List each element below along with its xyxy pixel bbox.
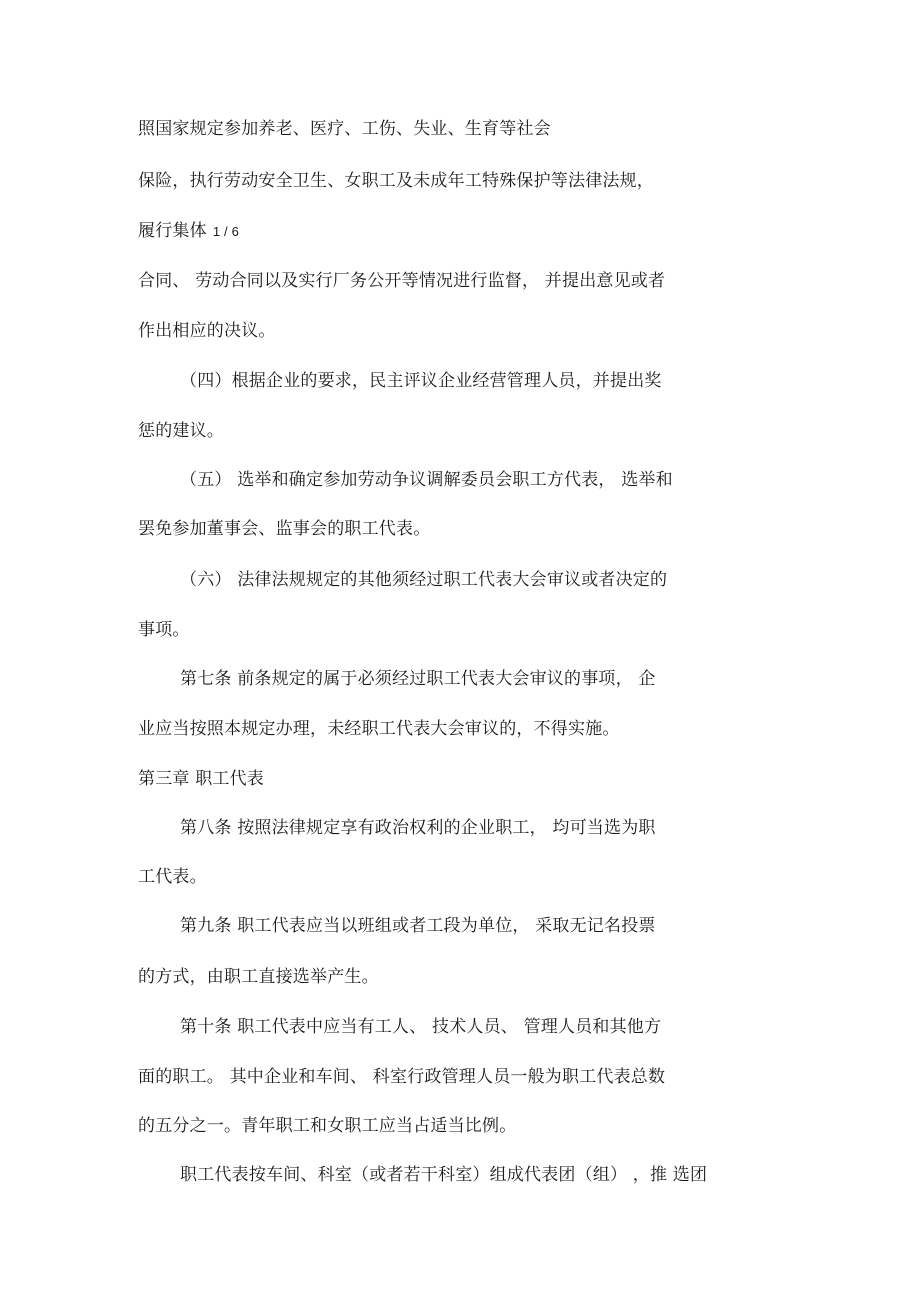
- paragraph-start: 职工代表按车间、科室（或者若干科室）组成代表团（组） ，推 选团: [180, 1165, 708, 1185]
- text-line: 保险，执行劳动安全卫生、女职工及未成年工特殊保护等法律法规，: [138, 171, 654, 191]
- paragraph-start: （四）根据企业的要求，民主评议企业经营管理人员，并提出奖: [180, 371, 662, 391]
- article-7-start: 第七条 前条规定的属于必须经过职工代表大会审议的事项， 企: [180, 669, 656, 689]
- text-line: 惩的建议。: [138, 421, 224, 441]
- text-line: 工代表。: [138, 867, 207, 887]
- text-line: 的方式，由职工直接选举产生。: [138, 967, 379, 987]
- article-10-start: 第十条 职工代表中应当有工人、 技术人员、 管理人员和其他方: [180, 1017, 662, 1037]
- text-line: 的五分之一。青年职工和女职工应当占适当比例。: [138, 1116, 517, 1136]
- article-9-start: 第九条 职工代表应当以班组或者工段为单位， 采取无记名投票: [180, 916, 656, 936]
- chapter-heading: 第三章 职工代表: [138, 769, 265, 789]
- text-line: 照国家规定参加养老、医疗、工伤、失业、生育等社会: [138, 119, 551, 139]
- text-line: 业应当按照本规定办理，未经职工代表大会审议的，不得实施。: [138, 719, 620, 739]
- text-line: 作出相应的决议。: [138, 321, 276, 341]
- page-number: 1 / 6: [212, 224, 240, 239]
- paragraph-start: （五） 选举和确定参加劳动争议调解委员会职工方代表， 选举和: [180, 470, 673, 490]
- paragraph-start: （六） 法律法规规定的其他须经过职工代表大会审议或者决定的: [180, 570, 668, 590]
- text-line: 合同、 劳动合同以及实行厂务公开等情况进行监督， 并提出意见或者: [138, 271, 666, 291]
- text-line: 履行集体: [138, 221, 207, 241]
- article-8-start: 第八条 按照法律规定享有政治权利的企业职工， 均可当选为职: [180, 818, 656, 838]
- text-line: 面的职工。 其中企业和车间、 科室行政管理人员一般为职工代表总数: [138, 1067, 666, 1087]
- text-line-with-page-marker: [138, 220, 239, 243]
- text-line: 事项。: [138, 620, 190, 640]
- text-line: 罢免参加董事会、监事会的职工代表。: [138, 519, 431, 539]
